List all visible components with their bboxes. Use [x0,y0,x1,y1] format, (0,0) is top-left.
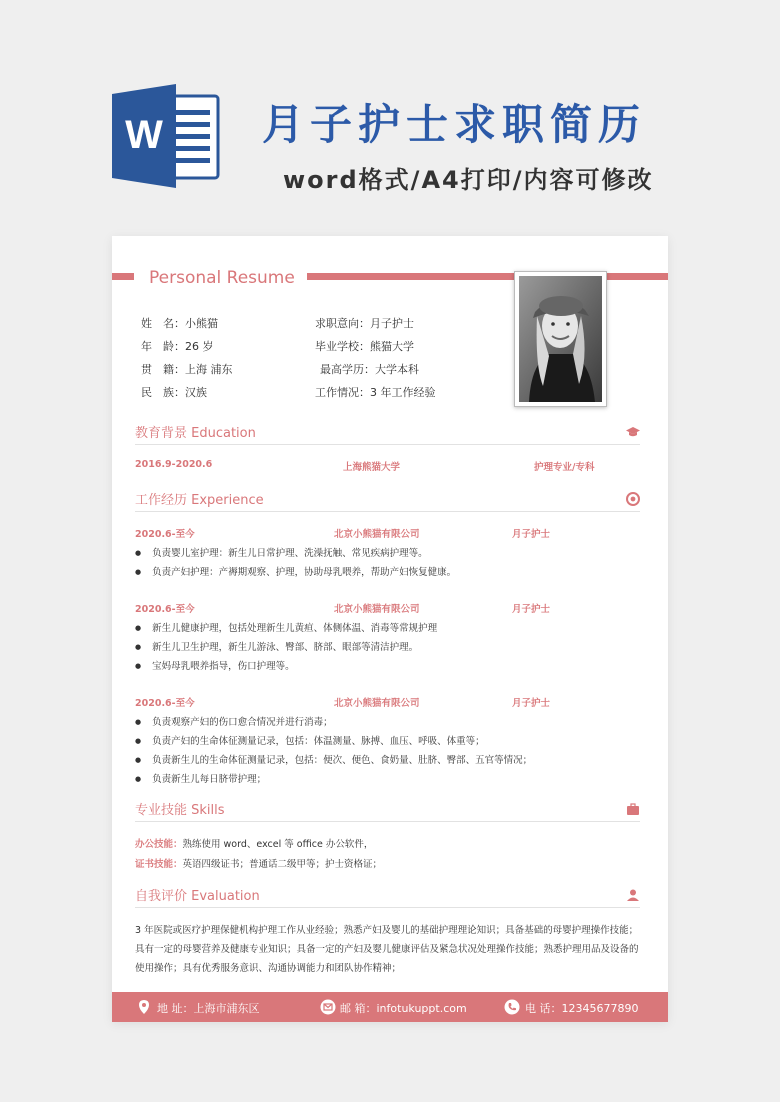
job-duty: ● 负责产妇的生命体征测量记录，包括：体温测量、脉搏、血压、呼吸、体重等； [135,733,485,747]
briefcase-icon [626,802,640,816]
section-heading: 工作经历 Experience [135,493,264,508]
divider [135,511,640,512]
resume-paper [112,236,668,1022]
info-work-status: 工作情况：3 年工作经验 [315,386,436,399]
title-bar-right [307,273,668,280]
section-heading: 专业技能 Skills [135,803,225,818]
edu-school: 上海熊猫大学 [343,462,401,473]
info-ethnicity: 民 族：汉族 [141,386,207,399]
info-origin: 贯 籍：上海 浦东 [141,363,233,376]
info-job-intention: 求职意向：月子护士 [315,317,414,330]
document-title: 月子护士求职简历 [262,100,647,149]
evaluation-line: 使用操作；具有优秀服务意识、沟通协调能力和团队协作精神； [135,963,402,974]
job-duty: ● 新生儿健康护理，包括处理新生儿黄疸、体侧体温、消毒等常规护理 [135,620,437,634]
word-logo-icon [112,84,220,188]
job-position: 月子护士 [512,604,551,615]
user-icon [626,888,640,902]
info-age: 年 龄：26 岁 [141,340,214,353]
job-position: 月子护士 [512,529,551,540]
graduation-cap-icon [626,425,640,439]
job-position: 月子护士 [512,698,551,709]
info-school: 毕业学校：熊猫大学 [315,340,414,353]
skill-certificates: 证书技能：英语四级证书；普通话二级甲等；护士资格证； [135,859,383,870]
footer-phone: 电 话：12345677890 [525,1002,639,1015]
job-duty: ● 负责观察产妇的伤口愈合情况并进行消毒； [135,714,333,728]
document-subtitle: word格式/A4打印/内容可修改 [283,166,654,194]
divider [135,444,640,445]
job-duty: ● 负责婴儿室护理：新生儿日常护理、洗澡抚触、常见疾病护理等。 [135,545,428,559]
evaluation-line: 3 年医院或医疗护理保健机构护理工作从业经验；熟悉产妇及婴儿的基础护理理论知识；具备基础的母婴护理操作技能； [135,925,639,936]
section-skills [135,799,640,825]
job-duty: ● 宝妈母乳喂养指导，伤口护理等。 [135,658,295,672]
skill-office: 办公技能：熟练使用 word、excel 等 office 办公软件， [135,839,374,850]
job-company: 北京小熊猫有限公司 [334,529,420,540]
job-period: 2020.6-至今 [135,604,195,615]
divider [135,821,640,822]
evaluation-line: 具有一定的母婴营养及健康专业知识；具备一定的产妇及婴儿健康评估及紧急状况处理操作技能；熟悉护理用品及设备的 [135,944,639,955]
location-pin-icon [136,999,152,1015]
job-period: 2020.6-至今 [135,698,195,709]
section-heading: 教育背景 Education [135,426,256,441]
section-heading: 自我评价 Evaluation [135,889,260,904]
section-experience [135,489,640,515]
email-icon [320,999,336,1015]
footer-address: 地 址：上海市浦东区 [157,1002,260,1015]
phone-icon [504,999,520,1015]
profile-photo [514,271,607,407]
svg-text:W: W [125,113,163,157]
info-degree: 最高学历：大学本科 [320,363,419,376]
job-company: 北京小熊猫有限公司 [334,604,420,615]
job-duty: ● 负责产妇护理：产褥期观察、护理，协助母乳喂养，帮助产妇恢复健康。 [135,564,456,578]
title-bar-left [112,273,134,280]
job-period: 2020.6-至今 [135,529,195,540]
edu-major: 护理专业/专科 [534,462,595,473]
contact-footer [112,992,668,1022]
portrait-image [519,276,602,402]
job-duty: ● 新生儿卫生护理，新生儿游泳、臀部、脐部、眼部等清洁护理。 [135,639,418,653]
job-duty: ● 负责新生儿每日脐带护理； [135,771,266,785]
job-duty: ● 负责新生儿的生命体征测量记录，包括：便次、便色、食奶量、肚脐、臀部、五官等情况； [135,752,532,766]
footer-email: 邮 箱：infotukuppt.com [340,1002,467,1015]
resume-title: Personal Resume [149,268,295,288]
section-education [135,422,640,448]
divider [135,907,640,908]
aperture-icon [626,492,640,506]
info-name: 姓 名：小熊猫 [141,317,218,330]
section-evaluation [135,885,640,911]
job-company: 北京小熊猫有限公司 [334,698,420,709]
edu-period: 2016.9-2020.6 [135,459,213,470]
